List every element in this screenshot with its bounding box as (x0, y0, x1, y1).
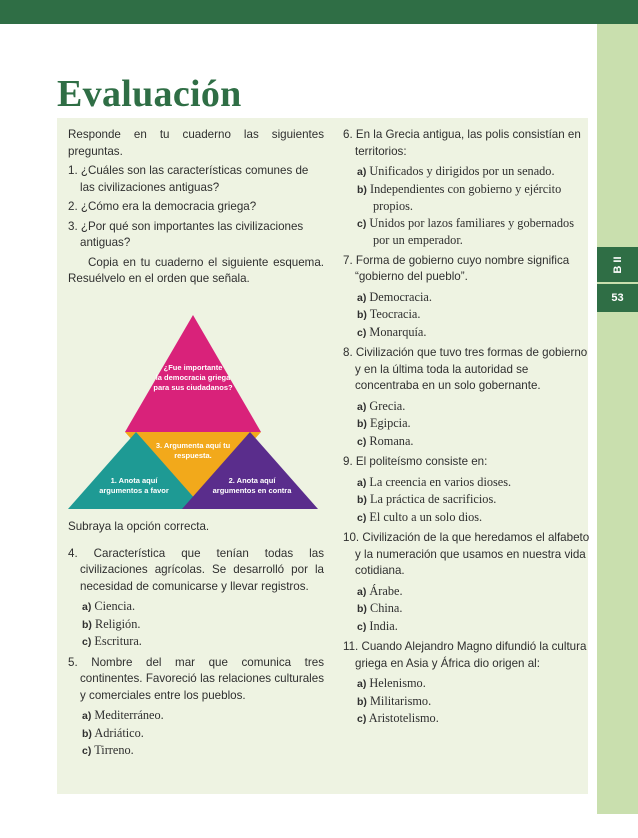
option-item: b) Militarismo. (357, 693, 432, 708)
option-item: c) Romana. (357, 433, 414, 448)
option-item: a) Ciencia. (82, 599, 136, 613)
intro-text: Responde en tu cuaderno las siguientes preguntas. (68, 128, 324, 158)
question-7: 7. Forma de gobierno cuyo nombre significa “gobierno del pueblo”. (343, 253, 570, 283)
center-label-line1: 3. Argumenta aquí tu (155, 441, 231, 450)
top-label-line3: para sus ciudadanos? (153, 383, 233, 392)
question-1: 1. ¿Cuáles son las características comunes de las civilizaciones antiguas? (68, 164, 309, 194)
left-label-line1: 1. Anota aquí (110, 476, 158, 485)
question-6-options (343, 163, 593, 249)
question-5: 5. Nombre del mar que comunica tres continentes. Favoreció las relaciones culturales y comerciales entre los pueblos. (68, 655, 324, 702)
option-item: c) Aristotelismo. (357, 711, 439, 725)
option-item: b) Adriático. (82, 725, 144, 740)
option-item: c) Tirreno. (82, 743, 134, 757)
question-10: 10. Civilización de la que heredamos el alfabeto y la numeración que usamos en nuestra vida cotidiana. (343, 531, 590, 577)
option-item: b) Teocracia. (357, 307, 421, 321)
question-9-options (343, 474, 593, 527)
right-label-line1: 2. Anota aquí (228, 476, 276, 485)
option-item: b) Religión. (82, 616, 141, 631)
option-item: b) Egipcia. (357, 416, 411, 430)
option-item: c) Escritura. (82, 634, 142, 648)
question-8-options (343, 398, 593, 451)
option-item: a) Grecia. (357, 398, 406, 413)
question-10-options (343, 583, 593, 636)
question-4-options (68, 598, 324, 651)
top-label-line2: la democracia griega (155, 373, 231, 382)
option-item: c) Unidos por lazos familiares y gobernados por un emperador. (357, 215, 574, 247)
question-4: 4. Característica que tenían todas las civilizaciones agrícolas. Se desarrolló por la necesidad de comunicarse y llevar registros. (68, 546, 324, 593)
left-column-lower (68, 519, 324, 764)
question-7-options (343, 289, 593, 342)
option-item: b) Independientes con gobierno y ejército propios. (357, 181, 562, 213)
underline-instruction: Subraya la opción correcta. (68, 520, 210, 533)
left-label-line2: argumentos a favor (99, 486, 169, 495)
option-item: c) India. (357, 618, 398, 633)
section-tab (597, 247, 638, 282)
option-item: a) Unificados y dirigidos por un senado. (357, 164, 555, 178)
question-8: 8. Civilización que tuvo tres formas de gobierno y en la última toda la autoridad se concentraba en un solo gobernante. (343, 346, 588, 392)
top-label-line1: ¿Fue importante (163, 363, 223, 372)
option-item: c) Monarquía. (357, 324, 427, 339)
left-column (68, 127, 324, 291)
question-2: 2. ¿Cómo era la democracia griega? (68, 200, 257, 213)
option-item: a) Árabe. (357, 583, 403, 598)
right-column (343, 127, 593, 732)
question-5-options (68, 707, 324, 760)
option-item: a) Democracia. (357, 289, 432, 304)
side-strip (597, 24, 638, 814)
option-item: a) Mediterráneo. (82, 708, 164, 722)
right-label-line2: argumentos en contra (212, 486, 292, 495)
option-item: a) La creencia en varios dioses. (357, 474, 512, 489)
page-title: Evaluación (57, 73, 242, 115)
option-item: b) La práctica de sacrificios. (357, 492, 497, 506)
question-3: 3. ¿Por qué son importantes las civilizaciones antiguas? (68, 219, 304, 249)
option-item: a) Helenismo. (357, 676, 426, 690)
question-9: 9. El politeísmo consiste en: (343, 455, 488, 468)
question-6: 6. En la Grecia antigua, las polis consistían en territorios: (343, 128, 581, 158)
page-number: 53 (597, 284, 638, 312)
center-label-line2: respuesta. (174, 451, 212, 460)
question-11: 11. Cuando Alejandro Magno difundió la cultura griega en Asia y África dio origen al: (343, 640, 587, 670)
top-header-bar (0, 0, 638, 24)
section-tab-label: B II (611, 255, 624, 274)
copy-instruction: Copia en tu cuaderno el siguiente esquema. Resuélvelo en el orden que señala. (68, 255, 324, 285)
option-item: b) China. (357, 601, 403, 615)
pyramid-diagram (68, 312, 318, 512)
question-11-options (343, 675, 593, 728)
option-item: c) El culto a un solo dios. (357, 509, 483, 524)
